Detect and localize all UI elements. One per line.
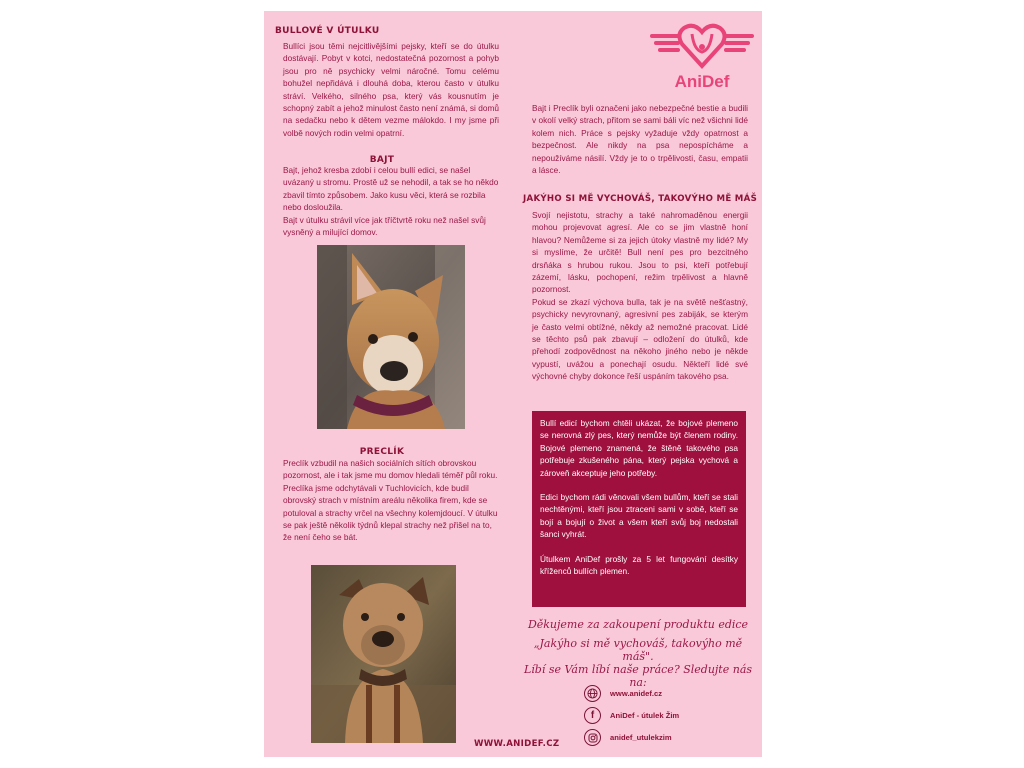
raising-text-2: Pokud se zkazí výchova bulla, tak je na světě nešťastný, psychicky nevyrovnaný, agresivní pes zabiják, se kterým je často velmi obtížné, někdy až nemožné pracovat. Lidé se těchto psů pak zbavují – odložení do útulků, kde přehodí zodpovědnost na někoho jiného nebo je někde vypustí, uvážou a ponechají osudu. Někteří lidé své výchovné chyby dokonce řeší uspáním takového psa. <box>532 296 748 382</box>
heart-dog-logo-icon <box>648 20 756 70</box>
contact-website-label[interactable]: www.anidef.cz <box>610 689 663 698</box>
shelter-paragraph <box>283 40 499 139</box>
bajt-paragraph <box>283 164 501 238</box>
highlight-box <box>532 411 746 607</box>
preclik-photo <box>311 565 456 743</box>
raising-text-1: Svojí nejistotu, strachy a také nahromaděnou energii mohou projevovat agresí. Ale co se jim vlastně honí hlavou? Nemůžeme si za jejich útoky vlastně my lidé? My si myslíme, že určitě! Bull není pes pro bezcitného drsňáka s hrubou rukou. Jsou to psi, kteří potřebují zázemí, lásku, pochopení, režim trpělivost a hlavně pozornost. <box>532 210 748 295</box>
preclik-paragraph <box>283 457 501 544</box>
box-text-2: Edici bychom rádi věnovali všem bullům, kteří se stali nechtěnými, kteří jsou ztraceni sami v sobě, kteří se bojí a bojují o život a všem kteří svůj boj nedostali šanci vyhrát. <box>540 492 738 540</box>
globe-icon <box>584 685 601 702</box>
contact-facebook[interactable] <box>584 707 679 724</box>
box-text-3: Útulkem AniDef prošly za 5 let fungování desítky kříženců bullích plemen. <box>540 553 738 577</box>
raising-paragraph <box>532 209 748 383</box>
follow-line: Líbí se Vám líbí naše práce? Sledujte nás na: <box>523 663 753 689</box>
box-text-1: Bullí edicí bychom chtěli ukázat, že bojové plemeno se nerovná zlý pes, který nemůže být členem rodiny. Bojové plemeno znamená, že štěně takového psa potřebuje zkušeného pána, který pejska vychová a zároveň akceptuje jeho potřeby. <box>540 418 738 478</box>
bajt-photo <box>317 245 465 429</box>
heading-raising: JAKÝHO SI MĚ VYCHOVÁŠ, TAKOVÝHO MĚ MÁŠ <box>523 194 758 204</box>
contact-instagram[interactable] <box>584 729 672 746</box>
heading-bajt: BAJT <box>369 155 395 165</box>
footer-url[interactable]: WWW.ANIDEF.CZ <box>474 739 560 749</box>
facebook-icon: f <box>584 707 601 724</box>
preclik-text-1: Preclík vzbudil na našich sociálních sítích obrovskou pozornost, ale i tak jsme mu domov hledali téměř půl roku. <box>283 458 498 481</box>
bajt-text-2: Bajt v útulku strávil více jak tříčtvrtě roku než našel svůj vysněný a milující domov. <box>283 214 486 238</box>
contact-instagram-label[interactable]: anidef_utulekzim <box>610 733 672 742</box>
intro-text: Bajt i Preclík byli označeni jako nebezpečné bestie a budili v okolí velký strach, přitom se sami báli víc než všichni lidé kolem nich. Práce s pejsky vyžaduje vždy opatrnost a bezpečnost. Ale nikdy na psa nepospícháme a nepoužíváme násilí. Vždy je to o trpělivosti, času, empatii a lásce. <box>532 103 748 176</box>
brand-name: AniDef <box>674 72 730 91</box>
thanks-line-2: „Jakýho si mě vychováš, takovýho mě máš". <box>533 637 743 663</box>
heading-preclik: PRECLÍK <box>359 447 405 457</box>
shelter-text: Bullíci jsou těmi nejcitlivějšími pejsky, kteří se do útulku dostávají. Pobyt v kotci, nedostatečná pozornost a pohyb jsou pro ně psychicky velmi náročné. Tomu celému bohužel nepřidává i dlouhá doba, kterou často v útulku stráví. Velkého, silného psa, který vás kousnutím je schopný zabít a jehož minulost často není známá, si domů na sedačku nebo k dětem vezme málokdo. I my jsme při volbě nových rodin velmi opatrní. <box>283 41 499 138</box>
instagram-icon <box>584 729 601 746</box>
anidef-logo <box>648 20 756 100</box>
preclik-text-2: Preclíka jsme odchytávali v Tuchlovicích, kde budil obrovský strach v místním areálu několika firem, kde se potuloval a strachy vrčel na všechny kolemjdoucí. V útulku se pak ještě několik týdnů klepal strachy než přišel na to, že není čeho se bát. <box>283 482 498 543</box>
contact-website[interactable] <box>584 685 662 702</box>
thanks-line-1: Děkujeme za zakoupení produktu edice <box>527 618 749 631</box>
bajt-text-1: Bajt, jehož kresba zdobí i celou bullí edici, se našel uvázaný u stromu. Prostě už se nehodil, a tak se ho někdo zbavil tímto způsobem. Jako kusu věci, která se rozbila nebo dosloužila. <box>283 165 499 213</box>
document-page <box>264 11 762 757</box>
intro-paragraph <box>532 102 748 176</box>
heading-shelter: BULLOVÉ V ÚTULKU <box>275 26 380 36</box>
contact-facebook-label[interactable]: AniDef - útulek Žim <box>610 711 680 720</box>
